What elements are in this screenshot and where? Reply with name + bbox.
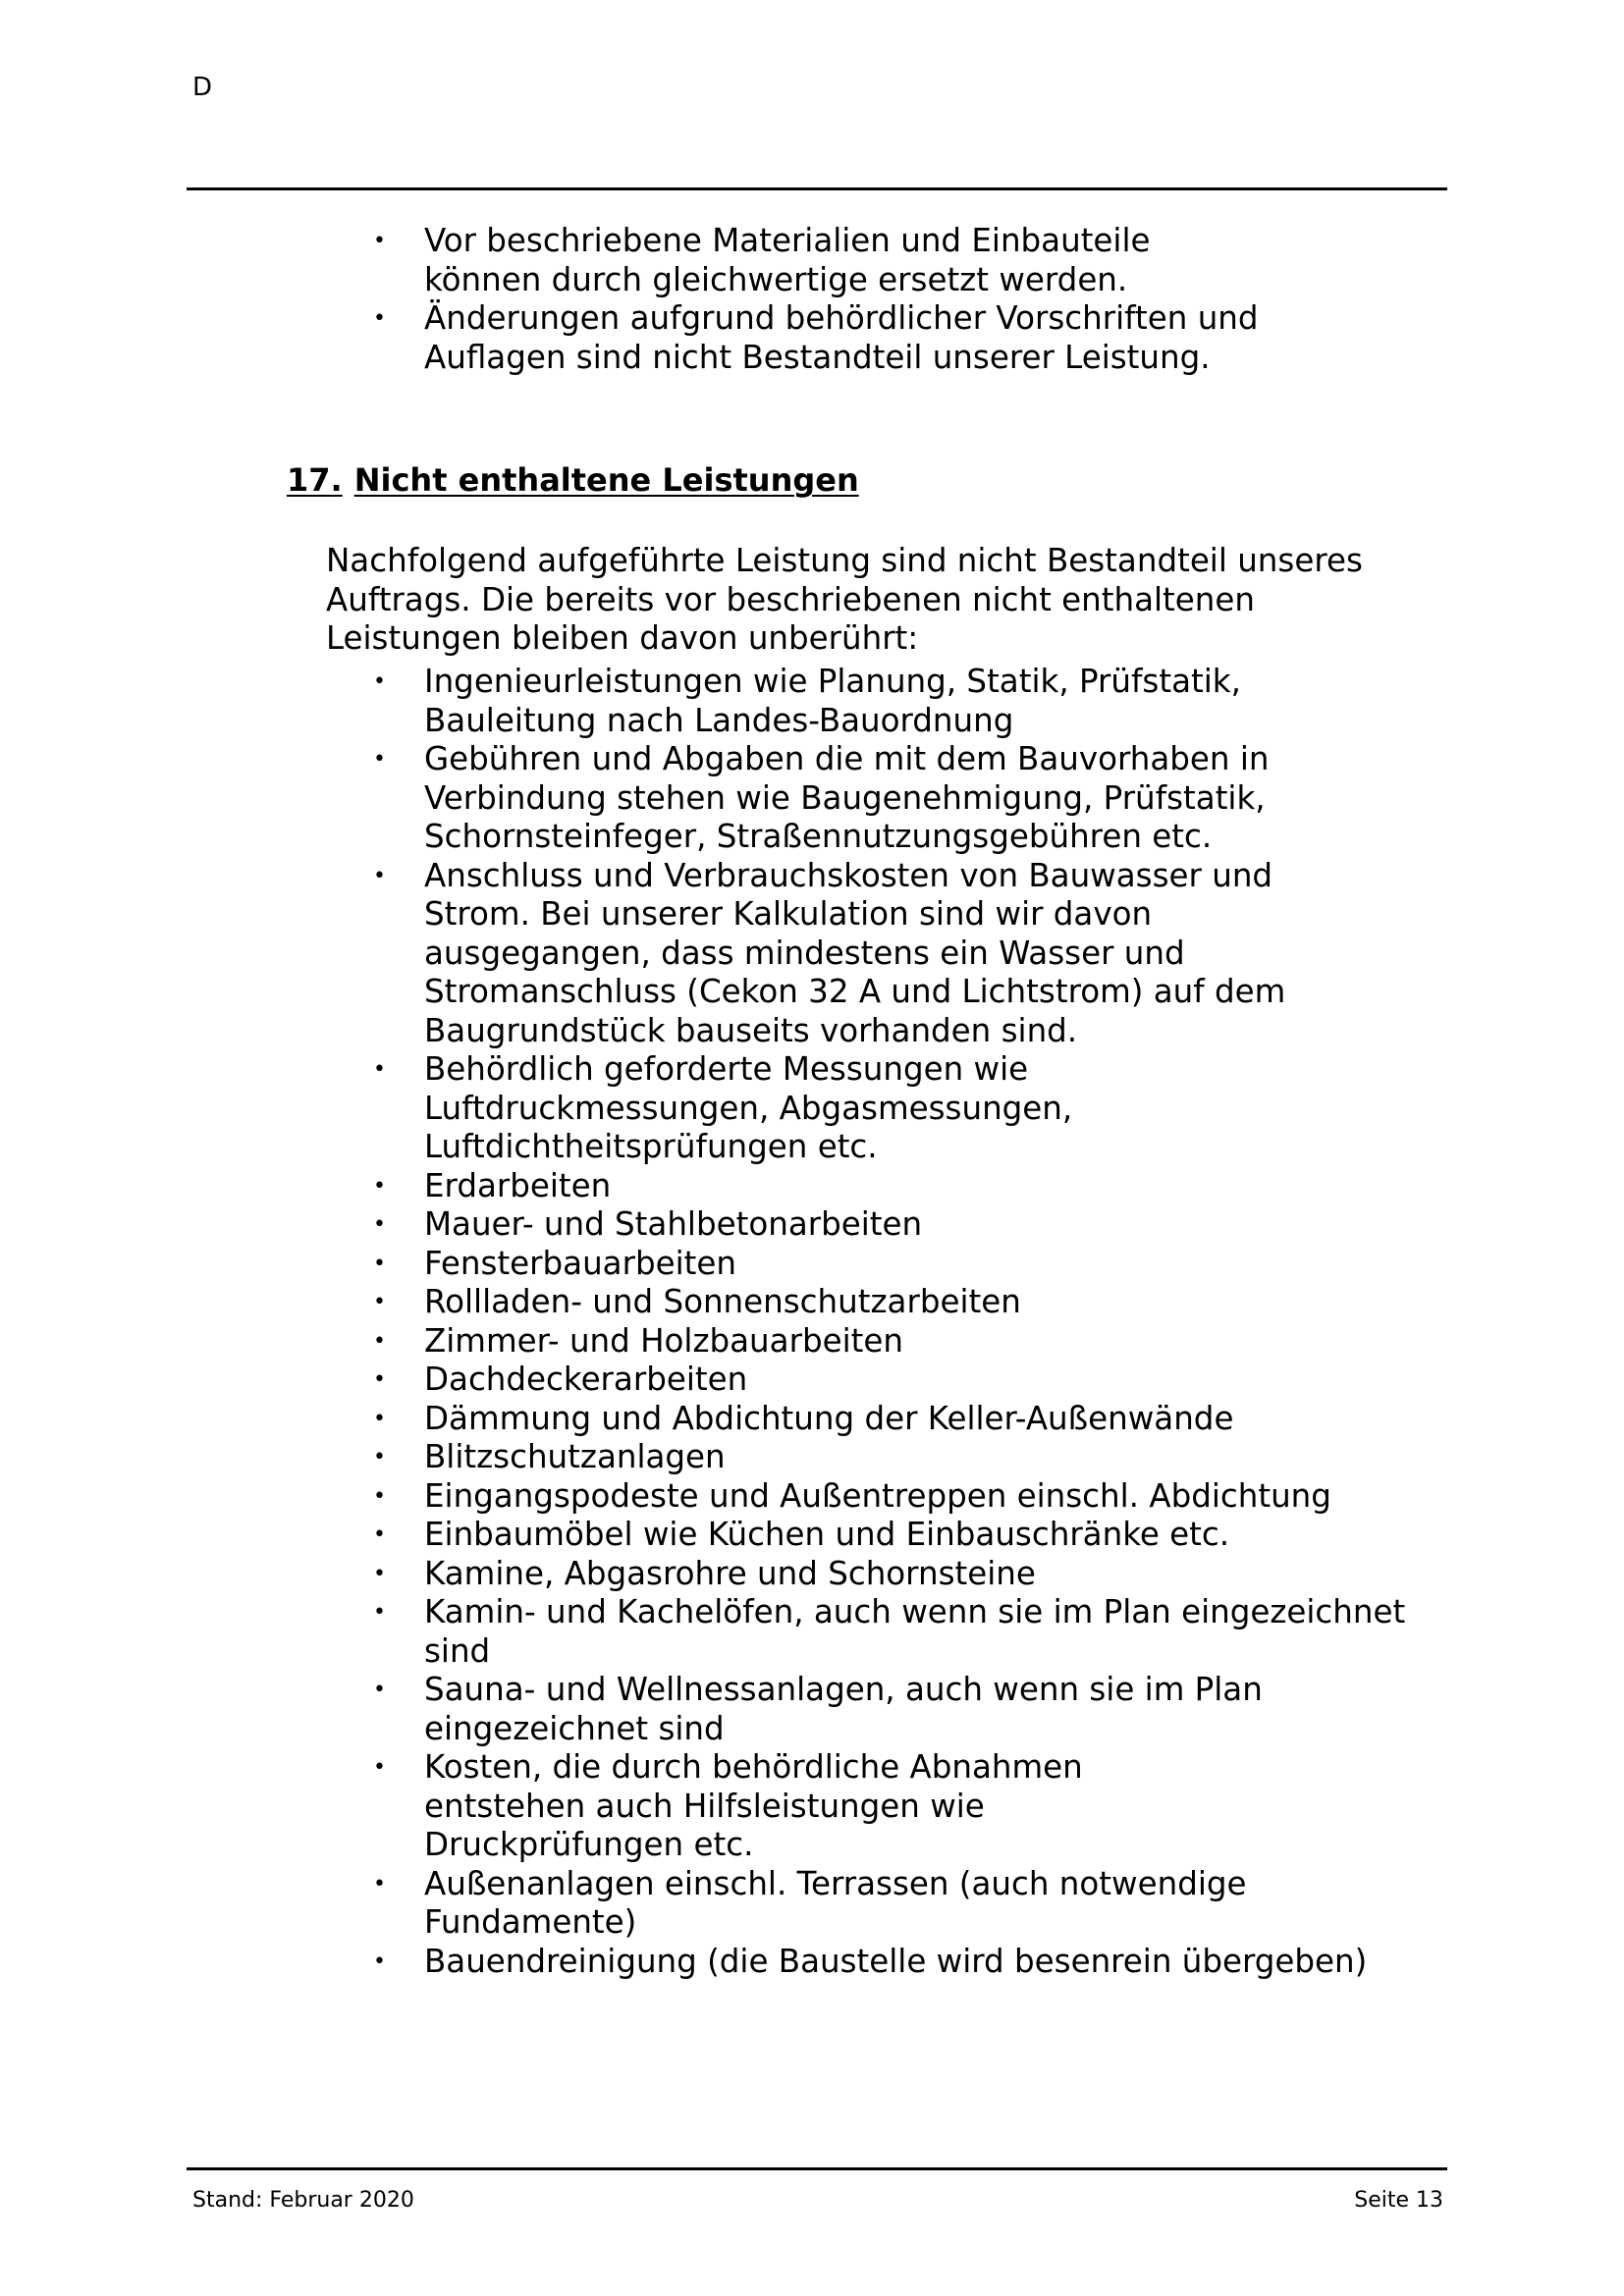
- bullet-icon: •: [373, 747, 386, 772]
- list-item-text: Kosten, die durch behördliche Abnahmen entstehen auch Hilfsleistungen wie Druckprüfungen etc.: [424, 1748, 1083, 1863]
- list-item-text: Einbaumöbel wie Küchen und Einbauschränke etc.: [424, 1516, 1230, 1553]
- bullet-icon: •: [373, 1212, 386, 1237]
- list-item-text: Außenanlagen einschl. Terrassen (auch notwendige Fundamente): [424, 1864, 1247, 1941]
- list-item: [373, 857, 1434, 1051]
- bullet-icon: •: [373, 1949, 386, 1974]
- list-item: [373, 1283, 1434, 1322]
- list-item-text: Kamin- und Kachelöfen, auch wenn sie im Plan eingezeichnet sind: [424, 1593, 1406, 1670]
- bullet-icon: •: [373, 1173, 386, 1199]
- list-item-text: Bauendreinigung (die Baustelle wird besenrein übergeben): [424, 1942, 1368, 1980]
- list-item: [373, 1050, 1434, 1167]
- list-item-text: Mauer- und Stahlbetonarbeiten: [424, 1205, 923, 1243]
- bullet-icon: •: [373, 1522, 386, 1547]
- list-item: [373, 663, 1434, 740]
- list-item: [373, 1477, 1434, 1517]
- footer-rule: [187, 2167, 1447, 2170]
- bullet-icon: •: [373, 1678, 386, 1702]
- list-item-text: Behördlich geforderte Messungen wie Luftdruckmessungen, Abgasmessungen, Luftdichtheitsprüfungen etc.: [424, 1050, 1073, 1165]
- bullet-icon: •: [373, 1290, 386, 1314]
- bullet-icon: •: [373, 1561, 386, 1586]
- bullet-icon: •: [373, 669, 386, 694]
- header-rule: [187, 187, 1447, 190]
- bullet-icon: •: [373, 1483, 386, 1509]
- list-item: [373, 222, 1434, 299]
- section-number: 17.: [287, 461, 343, 499]
- list-item-text: Vor beschriebene Materialien und Einbauteile können durch gleichwertige ersetzt werden.: [424, 222, 1151, 298]
- list-item-text: Dämmung und Abdichtung der Keller-Außenwände: [424, 1399, 1234, 1437]
- list-item: [373, 1361, 1434, 1400]
- footer-page-number: Seite 13: [1354, 2188, 1443, 2213]
- list-item: [373, 1748, 1434, 1865]
- list-item: [373, 299, 1434, 377]
- list-item-text: Erdarbeiten: [424, 1166, 612, 1204]
- list-item: [373, 1167, 1434, 1206]
- list-item-text: Sauna- und Wellnessanlagen, auch wenn sie im Plan eingezeichnet sind: [424, 1671, 1263, 1747]
- bullet-icon: •: [373, 306, 386, 331]
- bullet-icon: •: [373, 1328, 386, 1354]
- bullet-icon: •: [373, 863, 386, 888]
- footer-stand: Stand: Februar 2020: [192, 2188, 414, 2213]
- bullet-icon: •: [373, 1057, 386, 1082]
- bullet-icon: •: [373, 1406, 386, 1431]
- excluded-services-list: [373, 663, 1434, 1981]
- list-item: [373, 1671, 1434, 1748]
- list-item-text: Blitzschutzanlagen: [424, 1438, 726, 1475]
- list-item-text: Eingangspodeste und Außentreppen einschl. Abdichtung: [424, 1476, 1331, 1515]
- list-item-text: Fensterbauarbeiten: [424, 1244, 736, 1282]
- section-intro: Nachfolgend aufgeführte Leistung sind nicht Bestandteil unseres Auftrags. Die bereits vor beschriebenen nicht enthaltenen Leistungen bleiben davon unberührt:: [326, 542, 1363, 657]
- bullet-icon: •: [373, 1445, 386, 1469]
- bullet-icon: •: [373, 1600, 386, 1625]
- intro-bullet-list: [373, 222, 1434, 377]
- bullet-icon: •: [373, 1755, 386, 1780]
- section-heading: [287, 460, 859, 500]
- header-letter: D: [192, 73, 213, 102]
- list-item: [373, 1400, 1434, 1439]
- list-item-text: Zimmer- und Holzbauarbeiten: [424, 1321, 903, 1360]
- bullet-icon: •: [373, 1367, 386, 1392]
- bullet-icon: •: [373, 229, 386, 253]
- list-item-text: Änderungen aufgrund behördlicher Vorschriften und Auflagen sind nicht Bestandteil unserer Leistung.: [424, 299, 1259, 376]
- bullet-icon: •: [373, 1871, 386, 1896]
- list-item: [373, 740, 1434, 857]
- list-item-text: Ingenieurleistungen wie Planung, Statik, Prüfstatik, Bauleitung nach Landes-Bauordnung: [424, 663, 1241, 739]
- bullet-icon: •: [373, 1251, 386, 1276]
- list-item: [373, 1555, 1434, 1594]
- section-title: Nicht enthaltene Leistungen: [353, 461, 859, 499]
- list-item-text: Gebühren und Abgaben die mit dem Bauvorhaben in Verbindung stehen wie Baugenehmigung, Prüfstatik, Schornsteinfeger, Straßennutzungsgebühren etc.: [424, 740, 1270, 855]
- list-item: [373, 1322, 1434, 1362]
- list-item: [373, 1943, 1434, 1982]
- list-item: [373, 1438, 1434, 1477]
- list-item: [373, 1245, 1434, 1284]
- list-item: [373, 1593, 1434, 1671]
- list-item: [373, 1516, 1434, 1555]
- list-item-text: Kamine, Abgasrohre und Schornsteine: [424, 1554, 1036, 1592]
- list-item: [373, 1205, 1434, 1245]
- list-item-text: Rollladen- und Sonnenschutzarbeiten: [424, 1283, 1021, 1320]
- list-item-text: Anschluss und Verbrauchskosten von Bauwasser und Strom. Bei unserer Kalkulation sind wir davon ausgegangen, dass mindestens ein Wasser und Stromanschluss (Cekon 32 A und Lichtstrom) auf dem Baugrundstück bauseits vorhanden sind.: [424, 856, 1286, 1049]
- list-item: [373, 1865, 1434, 1943]
- list-item-text: Dachdeckerarbeiten: [424, 1361, 748, 1398]
